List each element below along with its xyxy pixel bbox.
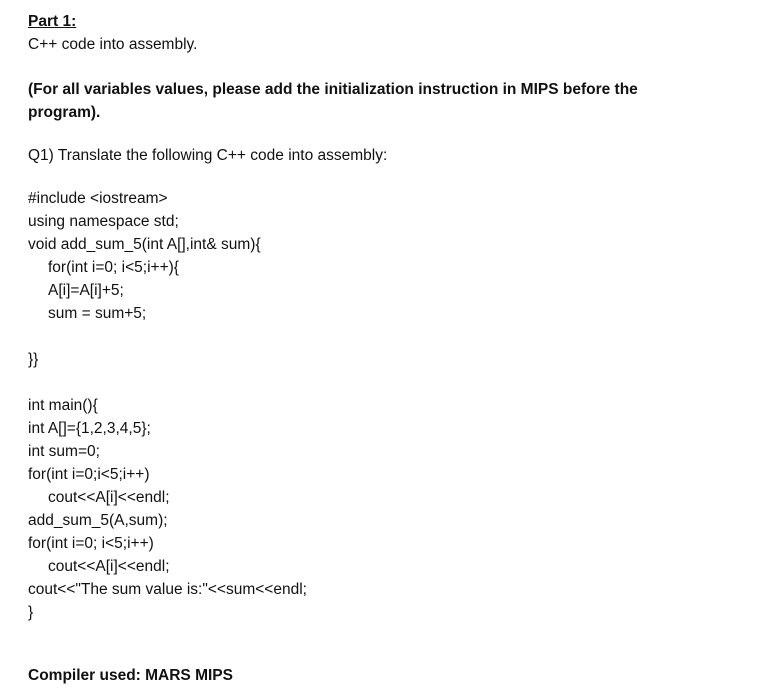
note-line-1: (For all variables values, please add the initialization instruction in MIPS before the (28, 81, 638, 98)
code-line: int A[]={1,2,3,4,5}; (28, 420, 151, 437)
code-line: cout<<A[i]<<endl; (48, 489, 170, 506)
subtitle: C++ code into assembly. (28, 36, 198, 53)
code-line: void add_sum_5(int A[],int& sum){ (28, 236, 261, 253)
code-line: cout<<"The sum value is:"<<sum<<endl; (28, 581, 307, 598)
part-heading: Part 1: (28, 13, 77, 30)
spacer (28, 624, 768, 664)
code-line: #include <iostream> (28, 190, 168, 207)
compiler-note: Compiler used: MARS MIPS (28, 667, 233, 684)
code-line: sum = sum+5; (48, 305, 147, 322)
code-line: int sum=0; (28, 443, 100, 460)
note-line-2: program). (28, 104, 101, 121)
spacer (28, 167, 768, 187)
code-line: for(int i=0; i<5;i++){ (48, 259, 179, 276)
code-line: cout<<A[i]<<endl; (48, 558, 170, 575)
spacer (28, 56, 768, 78)
spacer (28, 325, 768, 348)
document-body (28, 10, 768, 687)
spacer (28, 371, 768, 394)
code-line: using namespace std; (28, 213, 179, 230)
code-line: add_sum_5(A,sum); (28, 512, 168, 529)
code-block (28, 187, 768, 624)
code-line: for(int i=0; i<5;i++) (28, 535, 154, 552)
code-line: for(int i=0;i<5;i++) (28, 466, 150, 483)
question-text: Q1) Translate the following C++ code into assembly: (28, 147, 388, 164)
code-line: }} (28, 351, 39, 368)
spacer (28, 124, 768, 144)
code-line: A[i]=A[i]+5; (48, 282, 124, 299)
code-line: int main(){ (28, 397, 98, 414)
code-line: } (28, 604, 34, 621)
